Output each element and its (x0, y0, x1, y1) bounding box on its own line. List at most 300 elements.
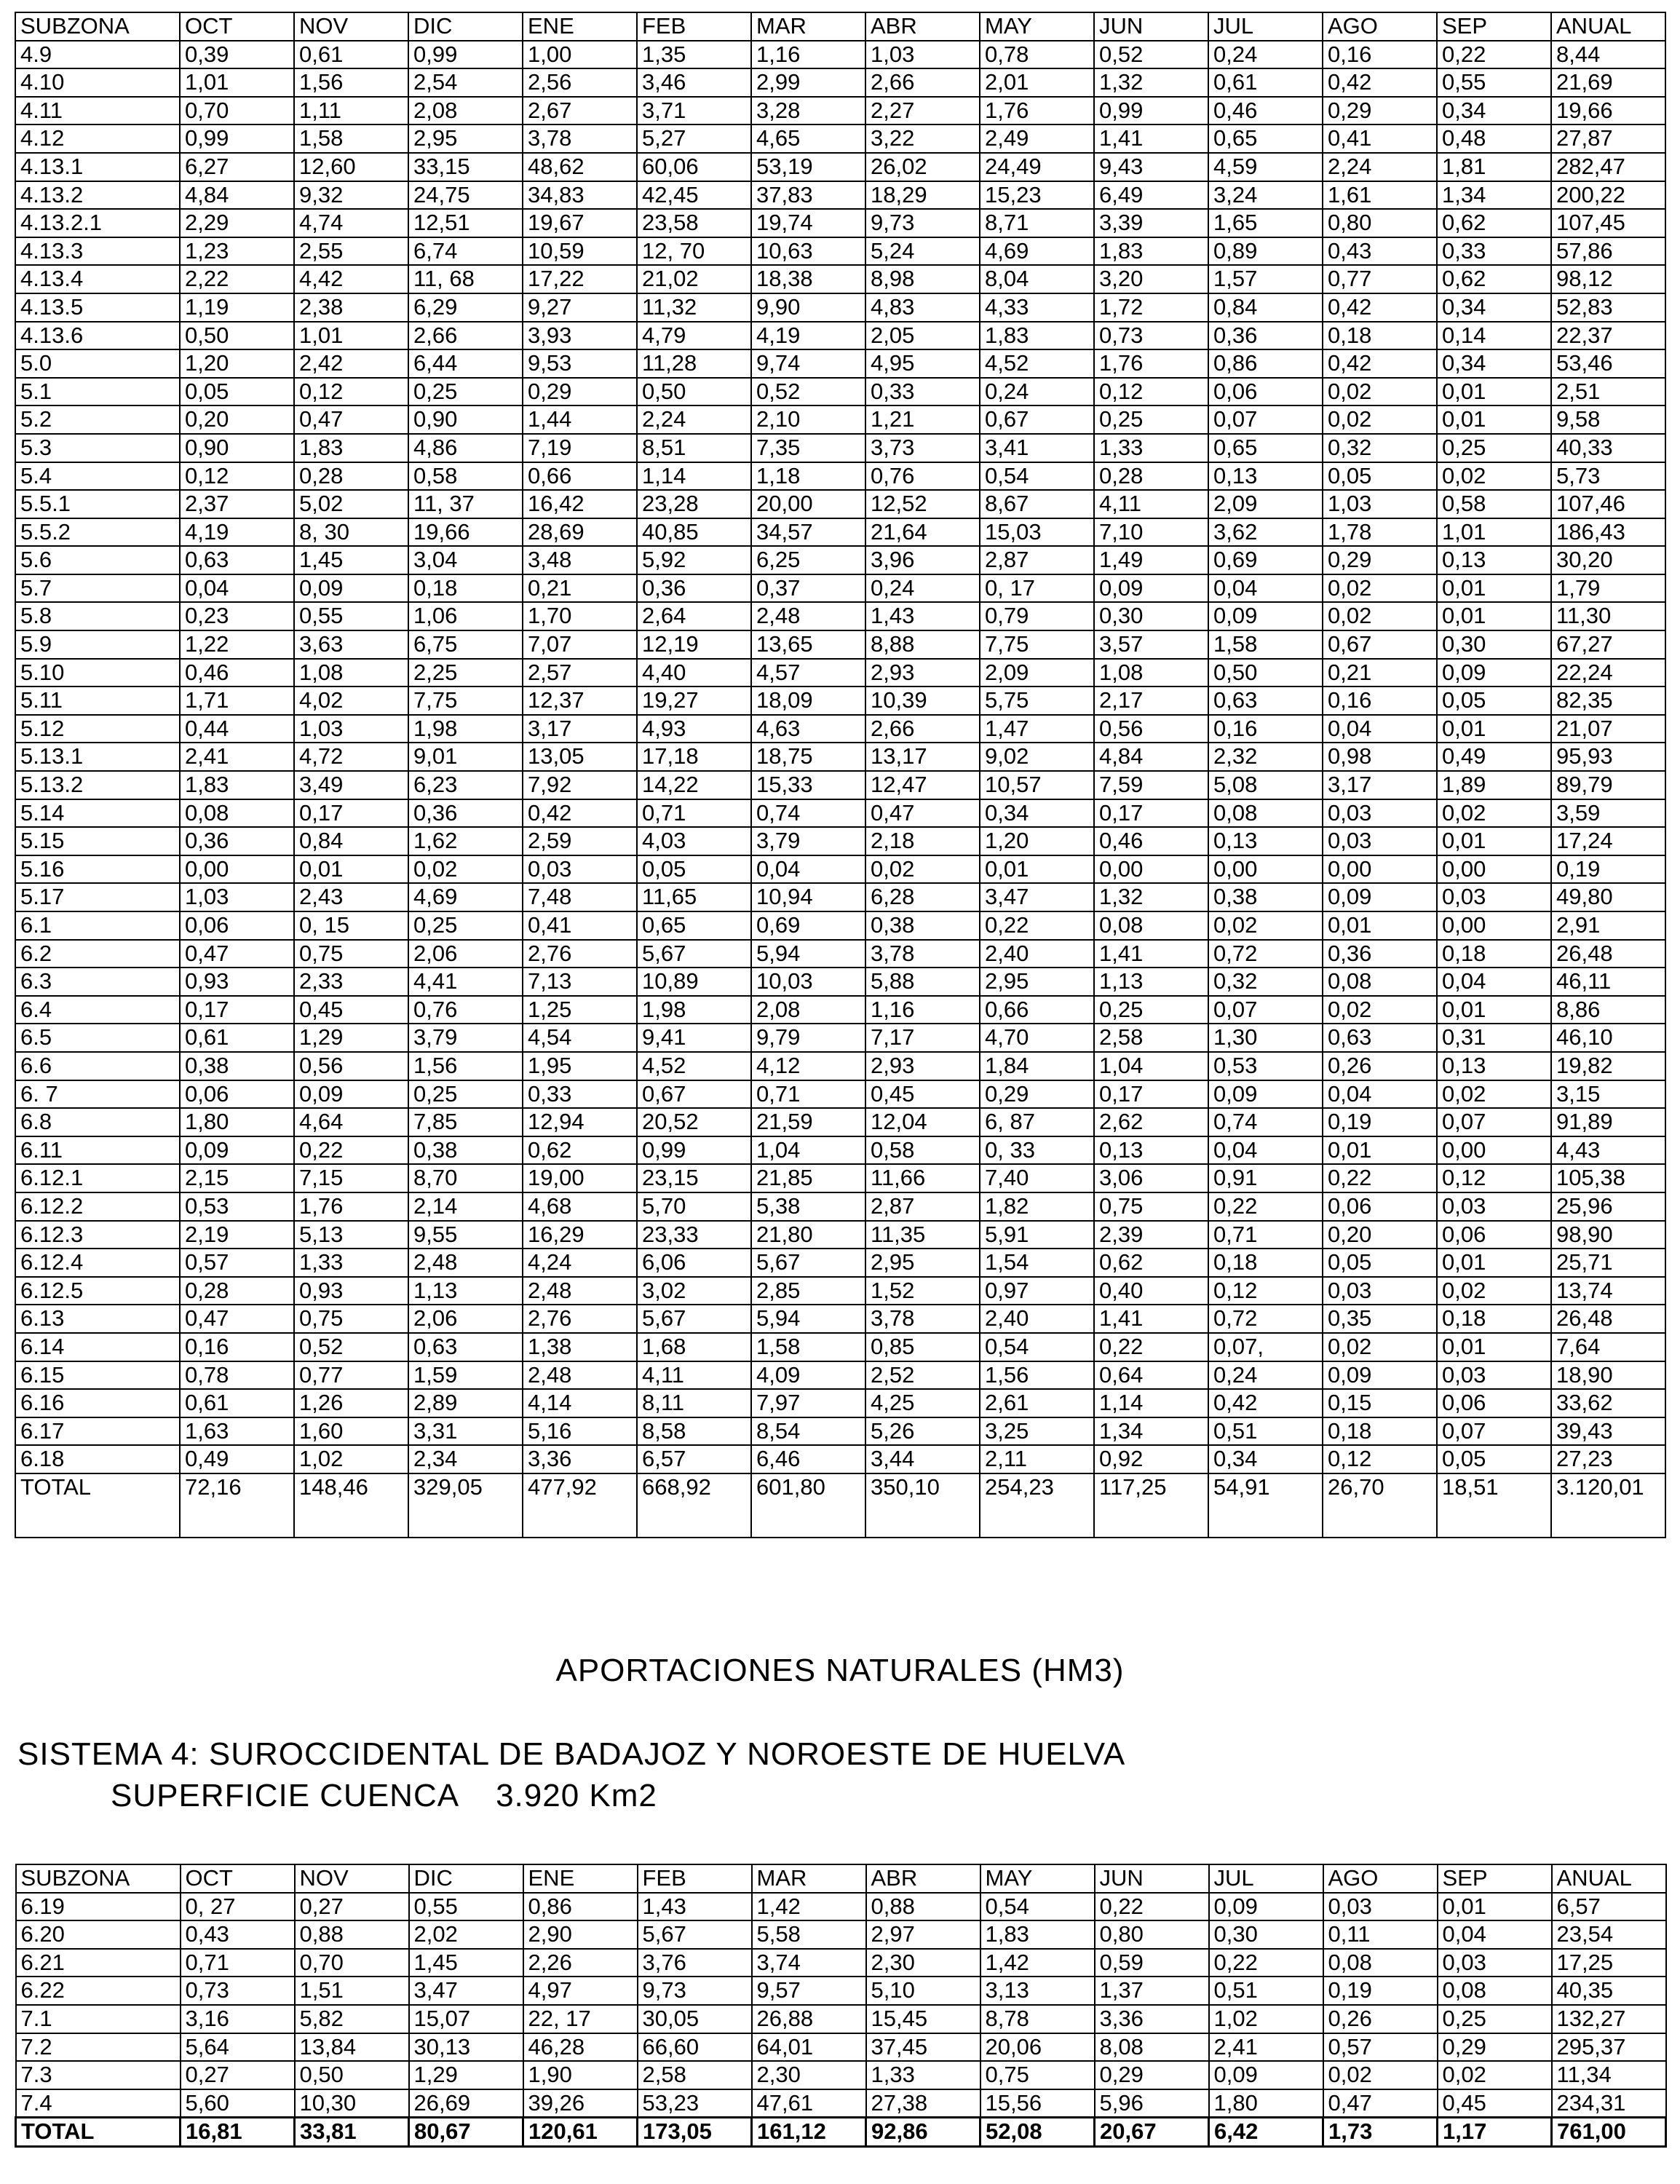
subzone-cell: 5.10 (15, 659, 180, 687)
table-row (15, 940, 1665, 968)
value-cell: 1,41 (1094, 1305, 1208, 1333)
value-cell: 0,62 (1437, 265, 1551, 293)
table-row (15, 855, 1665, 884)
value-cell: 0,22 (1323, 1164, 1437, 1192)
table-row (15, 1136, 1665, 1165)
value-cell: 5,92 (637, 546, 751, 574)
column-header: SEP (1437, 12, 1551, 41)
value-cell: 0,61 (180, 1024, 294, 1052)
value-cell: 0,54 (980, 462, 1094, 491)
value-cell: 4,43 (1551, 1136, 1665, 1165)
value-cell: 1,00 (523, 41, 637, 69)
value-cell: 0,00 (1323, 855, 1437, 884)
value-cell: 2,24 (1323, 153, 1437, 181)
value-cell: 2,61 (980, 1389, 1094, 1417)
value-cell: 2,30 (752, 2061, 866, 2089)
value-cell: 3,63 (294, 630, 408, 659)
value-cell: 0,99 (180, 124, 294, 153)
value-cell: 1,03 (865, 41, 980, 69)
value-cell: 1,90 (523, 2061, 638, 2089)
value-cell: 0,04 (751, 855, 865, 884)
value-cell: 2,26 (523, 1949, 638, 1977)
value-cell: 0,25 (408, 378, 523, 406)
value-cell: 0,75 (1094, 1192, 1208, 1221)
value-cell: 132,27 (1552, 2005, 1666, 2033)
value-cell: 0,00 (1094, 855, 1208, 884)
value-cell: 7,75 (408, 687, 523, 715)
value-cell: 0,01 (294, 855, 408, 884)
value-cell: 0,25 (408, 911, 523, 940)
value-cell: 3,78 (523, 124, 637, 153)
subzone-cell: 5.14 (15, 799, 180, 828)
value-cell: 4,41 (408, 968, 523, 996)
value-cell: 2,89 (408, 1389, 523, 1417)
value-cell: 9,02 (980, 743, 1094, 771)
value-cell: 40,35 (1552, 1977, 1666, 2005)
value-cell: 1,79 (1551, 574, 1665, 603)
value-cell: 0,00 (1208, 855, 1323, 884)
value-cell: 0,16 (1323, 687, 1437, 715)
value-cell: 0,36 (637, 574, 751, 603)
value-cell: 1,23 (180, 237, 294, 266)
subzone-cell: 5.13.2 (15, 771, 180, 799)
table-row (15, 687, 1665, 715)
value-cell: 0,07 (1208, 996, 1323, 1024)
value-cell: 4,14 (523, 1389, 637, 1417)
value-cell: 0,97 (980, 1277, 1094, 1305)
value-cell: 0,06 (1437, 1221, 1551, 1249)
value-cell: 0,05 (1437, 1445, 1551, 1473)
subzone-cell: 5.15 (15, 827, 180, 855)
value-cell: 0,47 (180, 1305, 294, 1333)
value-cell: 0,02 (1323, 602, 1437, 630)
value-cell: 11,34 (1552, 2061, 1666, 2089)
value-cell: 0,42 (1323, 293, 1437, 322)
value-cell: 2,41 (1209, 2033, 1323, 2062)
value-cell: 0,13 (1208, 462, 1323, 491)
value-cell: 1,33 (866, 2061, 980, 2089)
value-cell: 17,18 (637, 743, 751, 771)
value-cell: 2,66 (865, 68, 980, 97)
value-cell: 7,97 (751, 1389, 865, 1417)
value-cell: 1,03 (180, 883, 294, 911)
value-cell: 3,48 (523, 546, 637, 574)
value-cell: 2,66 (408, 322, 523, 350)
value-cell: 5,91 (980, 1221, 1094, 1249)
value-cell: 26,48 (1551, 1305, 1665, 1333)
value-cell: 3,79 (751, 827, 865, 855)
value-cell: 12, 70 (637, 237, 751, 266)
value-cell: 0,26 (1323, 2005, 1438, 2033)
value-cell: 0,62 (1437, 209, 1551, 237)
value-cell: 0,18 (408, 574, 523, 603)
value-cell: 46,11 (1551, 968, 1665, 996)
subzone-cell: 6.8 (15, 1108, 180, 1136)
total-value: 477,92 (523, 1473, 637, 1538)
value-cell: 24,75 (408, 181, 523, 210)
value-cell: 1,76 (980, 97, 1094, 125)
basin-area-label: SUPERFICIE CUENCA (111, 1778, 460, 1813)
value-cell: 4,52 (980, 349, 1094, 378)
value-cell: 3,57 (1094, 630, 1208, 659)
value-cell: 1,72 (1094, 293, 1208, 322)
column-header: ANUAL (1552, 1864, 1666, 1893)
value-cell: 3,79 (408, 1024, 523, 1052)
value-cell: 0,18 (1437, 1305, 1551, 1333)
value-cell: 8,67 (980, 490, 1094, 518)
value-cell: 9,58 (1551, 405, 1665, 434)
subzone-cell: 4.13.2 (15, 181, 180, 210)
value-cell: 0,84 (294, 827, 408, 855)
value-cell: 1,51 (295, 1977, 409, 2005)
value-cell: 13,17 (865, 743, 980, 771)
value-cell: 0,88 (866, 1893, 980, 1921)
value-cell: 0,25 (1094, 405, 1208, 434)
value-cell: 2,59 (523, 827, 637, 855)
value-cell: 4,59 (1208, 153, 1323, 181)
value-cell: 21,02 (637, 265, 751, 293)
value-cell: 0,29 (1323, 97, 1437, 125)
value-cell: 66,60 (638, 2033, 752, 2062)
value-cell: 0,44 (180, 715, 294, 743)
table-row (15, 1164, 1665, 1192)
table-row (16, 1977, 1666, 2005)
value-cell: 0,58 (408, 462, 523, 491)
value-cell: 3,71 (637, 97, 751, 125)
value-cell: 1,59 (408, 1361, 523, 1390)
table-row (15, 265, 1665, 293)
value-cell: 0,06 (1323, 1192, 1437, 1221)
value-cell: 8,08 (1095, 2033, 1209, 2062)
value-cell: 0,88 (295, 1920, 409, 1949)
value-cell: 1,80 (1209, 2089, 1323, 2118)
subzone-cell: 6.12.5 (15, 1277, 180, 1305)
value-cell: 19,82 (1551, 1052, 1665, 1080)
subzone-cell: 6.11 (15, 1136, 180, 1165)
value-cell: 0,02 (1323, 405, 1437, 434)
value-cell: 1,65 (1208, 209, 1323, 237)
value-cell: 2,08 (751, 996, 865, 1024)
value-cell: 0,61 (294, 41, 408, 69)
value-cell: 3,28 (751, 97, 865, 125)
value-cell: 0,02 (1437, 462, 1551, 491)
value-cell: 1,08 (1094, 659, 1208, 687)
value-cell: 0,55 (1437, 68, 1551, 97)
value-cell: 0,09 (1208, 602, 1323, 630)
table-row (15, 434, 1665, 462)
value-cell: 0,29 (1095, 2061, 1209, 2089)
value-cell: 1,44 (523, 405, 637, 434)
value-cell: 0,38 (180, 1052, 294, 1080)
value-cell: 89,79 (1551, 771, 1665, 799)
subzone-cell: 6.3 (15, 968, 180, 996)
value-cell: 0,63 (1323, 1024, 1437, 1052)
value-cell: 5,10 (866, 1977, 980, 2005)
value-cell: 8,86 (1551, 996, 1665, 1024)
subzone-cell: 5.8 (15, 602, 180, 630)
value-cell: 7,19 (523, 434, 637, 462)
value-cell: 39,43 (1551, 1417, 1665, 1446)
subzone-cell: 6.18 (15, 1445, 180, 1473)
total-value: 1,17 (1438, 2118, 1552, 2147)
value-cell: 10,03 (751, 968, 865, 996)
value-cell: 6,75 (408, 630, 523, 659)
value-cell: 2,52 (865, 1361, 980, 1390)
value-cell: 0,79 (980, 602, 1094, 630)
table-row (16, 2061, 1666, 2089)
table-row (15, 237, 1665, 266)
value-cell: 0,04 (1437, 968, 1551, 996)
value-cell: 26,02 (865, 153, 980, 181)
subzone-cell: 6. 7 (15, 1080, 180, 1109)
value-cell: 0,08 (1438, 1977, 1552, 2005)
value-cell: 0,55 (409, 1893, 523, 1921)
subzone-cell: 4.13.1 (15, 153, 180, 181)
subzone-cell: 7.2 (16, 2033, 181, 2062)
value-cell: 0,13 (1094, 1136, 1208, 1165)
subzone-cell: 5.3 (15, 434, 180, 462)
value-cell: 19,74 (751, 209, 865, 237)
value-cell: 0,86 (523, 1893, 638, 1921)
value-cell: 1,16 (865, 996, 980, 1024)
value-cell: 15,56 (980, 2089, 1095, 2118)
value-cell: 0,01 (1437, 1333, 1551, 1361)
value-cell: 2,05 (865, 322, 980, 350)
system-name: SISTEMA 4: SUROCCIDENTAL DE BADAJOZ Y NOROESTE DE HUELVA (17, 1736, 1126, 1772)
table-row (15, 1024, 1665, 1052)
value-cell: 1,02 (294, 1445, 408, 1473)
value-cell: 0,22 (1209, 1949, 1323, 1977)
table-row (15, 1417, 1665, 1446)
value-cell: 1,22 (180, 630, 294, 659)
value-cell: 3,47 (980, 883, 1094, 911)
value-cell: 0,99 (637, 1136, 751, 1165)
basin-area-value: 3.920 Km2 (496, 1778, 657, 1813)
column-header: DIC (409, 1864, 523, 1893)
value-cell: 1,32 (1094, 883, 1208, 911)
value-cell: 17,25 (1552, 1949, 1666, 1977)
value-cell: 52,83 (1551, 293, 1665, 322)
value-cell: 1,61 (1323, 181, 1437, 210)
value-cell: 0,72 (1208, 940, 1323, 968)
value-cell: 5,02 (294, 490, 408, 518)
value-cell: 1,32 (1094, 68, 1208, 97)
value-cell: 0,62 (1094, 1249, 1208, 1277)
value-cell: 1,47 (980, 715, 1094, 743)
value-cell: 5,26 (865, 1417, 980, 1446)
value-cell: 2,37 (180, 490, 294, 518)
value-cell: 0, 17 (980, 574, 1094, 603)
total-value: 254,23 (980, 1473, 1094, 1538)
value-cell: 3,74 (752, 1949, 866, 1977)
value-cell: 0,45 (1438, 2089, 1552, 2118)
value-cell: 0,04 (1208, 1136, 1323, 1165)
value-cell: 23,58 (637, 209, 751, 237)
value-cell: 0,29 (523, 378, 637, 406)
value-cell: 0,02 (1323, 996, 1437, 1024)
value-cell: 0,01 (1437, 405, 1551, 434)
value-cell: 0,45 (865, 1080, 980, 1109)
value-cell: 1,03 (1323, 490, 1437, 518)
value-cell: 0,03 (1323, 827, 1437, 855)
value-cell: 0,09 (1208, 1080, 1323, 1109)
value-cell: 3,15 (1551, 1080, 1665, 1109)
total-value: 601,80 (751, 1473, 865, 1538)
value-cell: 4,83 (865, 293, 980, 322)
value-cell: 1,45 (294, 546, 408, 574)
value-cell: 0,05 (1323, 1249, 1437, 1277)
subzone-cell: 6.13 (15, 1305, 180, 1333)
value-cell: 0,04 (1438, 1920, 1552, 1949)
value-cell: 1,06 (408, 602, 523, 630)
value-cell: 0,55 (294, 602, 408, 630)
value-cell: 200,22 (1551, 181, 1665, 210)
value-cell: 0,02 (1323, 574, 1437, 603)
value-cell: 4,74 (294, 209, 408, 237)
value-cell: 5,94 (751, 940, 865, 968)
value-cell: 10,30 (295, 2089, 409, 2118)
value-cell: 8,04 (980, 265, 1094, 293)
monthly-inflows-table-2 (15, 1864, 1667, 2148)
value-cell: 0,90 (180, 434, 294, 462)
value-cell: 0,76 (408, 996, 523, 1024)
value-cell: 0,42 (523, 799, 637, 828)
value-cell: 33,15 (408, 153, 523, 181)
value-cell: 1,63 (180, 1417, 294, 1446)
column-header: AGO (1323, 12, 1437, 41)
value-cell: 1,56 (408, 1052, 523, 1080)
column-header: JUL (1209, 1864, 1323, 1893)
subzone-cell: 5.5.2 (15, 518, 180, 547)
basin-area (111, 1778, 657, 1814)
value-cell: 0,92 (1094, 1445, 1208, 1473)
value-cell: 9,55 (408, 1221, 523, 1249)
value-cell: 6,57 (637, 1445, 751, 1473)
value-cell: 0,98 (1323, 743, 1437, 771)
value-cell: 1,29 (409, 2061, 523, 2089)
value-cell: 11,30 (1551, 602, 1665, 630)
column-header: SUBZONA (16, 1864, 181, 1893)
total-value: 761,00 (1552, 2118, 1666, 2147)
value-cell: 3,06 (1094, 1164, 1208, 1192)
value-cell: 0,45 (294, 996, 408, 1024)
value-cell: 0,18 (1437, 940, 1551, 968)
value-cell: 13,05 (523, 743, 637, 771)
value-cell: 18,75 (751, 743, 865, 771)
value-cell: 4,79 (637, 322, 751, 350)
subzone-cell: 6.22 (16, 1977, 181, 2005)
value-cell: 49,80 (1551, 883, 1665, 911)
value-cell: 1,01 (180, 68, 294, 97)
value-cell: 3,46 (637, 68, 751, 97)
table-row (15, 209, 1665, 237)
total-row (16, 2118, 1666, 2147)
value-cell: 107,46 (1551, 490, 1665, 518)
value-cell: 0,00 (1437, 911, 1551, 940)
value-cell: 2,95 (408, 124, 523, 153)
table-row (15, 574, 1665, 603)
value-cell: 1,60 (294, 1417, 408, 1446)
value-cell: 1,41 (1094, 940, 1208, 968)
column-header: OCT (180, 12, 294, 41)
subzone-cell: 7.4 (16, 2089, 181, 2118)
value-cell: 0,02 (1208, 911, 1323, 940)
value-cell: 0,36 (1208, 322, 1323, 350)
subzone-cell: 6.6 (15, 1052, 180, 1080)
value-cell: 5,96 (1095, 2089, 1209, 2118)
value-cell: 0,29 (980, 1080, 1094, 1109)
subzone-cell: 5.17 (15, 883, 180, 911)
value-cell: 0,65 (1208, 434, 1323, 462)
value-cell: 0,19 (1323, 1108, 1437, 1136)
value-cell: 2,55 (294, 237, 408, 266)
value-cell: 0,32 (1323, 434, 1437, 462)
value-cell: 37,45 (866, 2033, 980, 2062)
value-cell: 0,32 (1208, 968, 1323, 996)
subzone-cell: 6.14 (15, 1333, 180, 1361)
table-row (15, 518, 1665, 547)
value-cell: 0,80 (1095, 1920, 1209, 1949)
value-cell: 0,36 (408, 799, 523, 828)
value-cell: 30,13 (409, 2033, 523, 2062)
value-cell: 12,60 (294, 153, 408, 181)
monthly-inflows-table-1 (15, 12, 1666, 1538)
value-cell: 2,27 (865, 97, 980, 125)
value-cell: 0,50 (180, 322, 294, 350)
value-cell: 0,99 (408, 41, 523, 69)
value-cell: 4,02 (294, 687, 408, 715)
value-cell: 0,56 (1094, 715, 1208, 743)
value-cell: 0,33 (865, 378, 980, 406)
value-cell: 16,29 (523, 1221, 637, 1249)
value-cell: 0,63 (1208, 687, 1323, 715)
value-cell: 0,09 (1323, 1361, 1437, 1390)
value-cell: 0,26 (1323, 1052, 1437, 1080)
value-cell: 2,95 (865, 1249, 980, 1277)
value-cell: 4,63 (751, 715, 865, 743)
total-value: 173,05 (638, 2118, 752, 2147)
value-cell: 0,56 (294, 1052, 408, 1080)
value-cell: 0,61 (1208, 68, 1323, 97)
value-cell: 1,29 (294, 1024, 408, 1052)
total-value: 80,67 (409, 2118, 523, 2147)
value-cell: 0,70 (180, 97, 294, 125)
table-row (15, 349, 1665, 378)
value-cell: 0,25 (1437, 434, 1551, 462)
value-cell: 0,67 (1323, 630, 1437, 659)
value-cell: 0,99 (1094, 97, 1208, 125)
value-cell: 1,42 (980, 1949, 1095, 1977)
value-cell: 28,69 (523, 518, 637, 547)
value-cell: 107,45 (1551, 209, 1665, 237)
value-cell: 0,53 (1208, 1052, 1323, 1080)
subzone-cell: 4.13.5 (15, 293, 180, 322)
value-cell: 4,03 (637, 827, 751, 855)
value-cell: 0,22 (1437, 41, 1551, 69)
value-cell: 8,58 (637, 1417, 751, 1446)
value-cell: 0,03 (1437, 1361, 1551, 1390)
value-cell: 4,09 (751, 1361, 865, 1390)
value-cell: 30,20 (1551, 546, 1665, 574)
value-cell: 3,24 (1208, 181, 1323, 210)
value-cell: 0,25 (1094, 996, 1208, 1024)
value-cell: 40,85 (637, 518, 751, 547)
value-cell: 3,31 (408, 1417, 523, 1446)
table-row (15, 1361, 1665, 1390)
value-cell: 0,13 (1437, 1052, 1551, 1080)
value-cell: 27,23 (1551, 1445, 1665, 1473)
value-cell: 5,60 (181, 2089, 295, 2118)
